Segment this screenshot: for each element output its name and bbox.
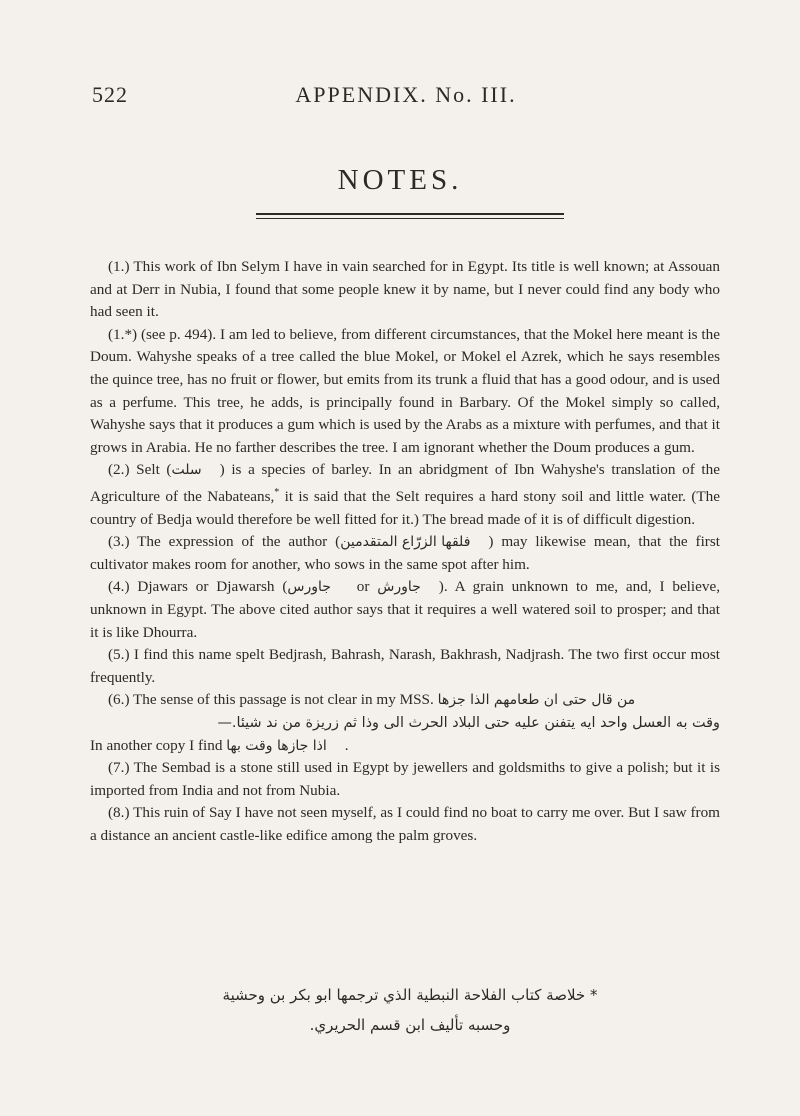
- notes-body: [90, 256, 720, 848]
- note-1-star: (1.*) (see p. 494). I am led to believe, from different circumstances, that the Mokel here meant is the Doum. Wahyshe speaks of a tree called the blue Mokel, or Mokel el Azrek, which he says resembles the quince tree, has no fruit or flower, but emits from its trunk a fluid that has a good odour, and is used as a perfume. This tree, he adds, is principally found in Barbary. Of the Mokel simply so called, Wahyshe says that it produces a gum which is used by the Arabs as a mixture with perfumes, and that it grows in Arabia. He no farther describes the tree. I am ignorant whether the Doum produces a gum.: [90, 325, 720, 456]
- arabic-djawarsh: جاورش: [377, 579, 421, 596]
- arabic-footnote: [100, 980, 720, 1040]
- note-6: (6.) The sense of this passage is not clear in my MSS. من قال حتى ان طعامهم الذا جزها وقت به العسل واحد ايه يتفنن عليه حتى البلاد الحرث الى وذا ثم زريزة من ند شيئا.— In another copy I find اذا جازها وقت بها .: [90, 689, 720, 757]
- footnote-line-1: * خلاصة كتاب الفلاحة النبطية الذي ترجمها ابو بكر بن وحشية: [222, 986, 598, 1004]
- page-number: 522: [92, 82, 128, 107]
- title-rule-thin: [256, 218, 564, 219]
- title-rule-thick: [256, 213, 564, 215]
- page-header: [92, 82, 720, 114]
- arabic-passage-2: اذا جازها وقت بها: [226, 737, 327, 754]
- note-7: (7.) The Sembad is a stone still used in Egypt by jewellers and goldsmiths to give a polish; but it is imported from India and not from Nubia.: [90, 759, 720, 799]
- running-head: APPENDIX. No. III.: [295, 82, 517, 107]
- footnote-line-2: وحسبه تأليف ابن قسم الحريري.: [309, 1016, 511, 1034]
- note-5: (5.) I find this name spelt Bedjrash, Bahrash, Narash, Bakhrash, Nadjrash. The two first occur most frequently.: [90, 646, 720, 686]
- note-4: (4.) Djawars or Djawarsh (جاورس or جاورش ). A grain unknown to me, and, I believe, unknown in Egypt. The above cited author says that it requires a well watered soil to prosper; and that it is like Dhourra.: [90, 578, 720, 641]
- note-3: (3.) The expression of the author (فلقها الزرّاع المتقدمين ) may likewise mean, that the first cultivator makes room for another, who sows in the same spot after him.: [90, 533, 720, 573]
- note-1: (1.) This work of Ibn Selym I have in vain searched for in Egypt. Its title is well known; at Assouan and at Derr in Nubia, I found that some people knew it by name, but I never could find any body who had seen it.: [90, 258, 720, 321]
- arabic-selt: سلت: [171, 462, 202, 479]
- notes-title: NOTES.: [337, 164, 463, 196]
- note-8: (8.) This ruin of Say I have not seen myself, as I could find no boat to carry me over. But I saw from a distance an ancient castle-like edifice among the palm groves.: [90, 804, 720, 844]
- arabic-passage-1: من قال حتى ان طعامهم الذا جزها: [437, 692, 636, 709]
- arabic-expression: فلقها الزرّاع المتقدمين: [340, 534, 471, 551]
- arabic-djawars: جاورس: [287, 579, 331, 596]
- arabic-passage-line: وقت به العسل واحد ايه يتفنن عليه حتى البلاد الحرث الى وذا ثم زريزة من ند شيئا.—: [217, 714, 720, 731]
- note-2: (2.) Selt (سلت ) is a species of barley. In an abridgment of Ibn Wahyshe's translation of the Agriculture of the Nabateans,* it is said that the Selt requires a hard stony soil and little water. (The country of Bedja would therefore be well fitted for it.) The bread made of it is of difficult digestion.: [90, 461, 720, 528]
- footnote-marker: *: [274, 486, 280, 498]
